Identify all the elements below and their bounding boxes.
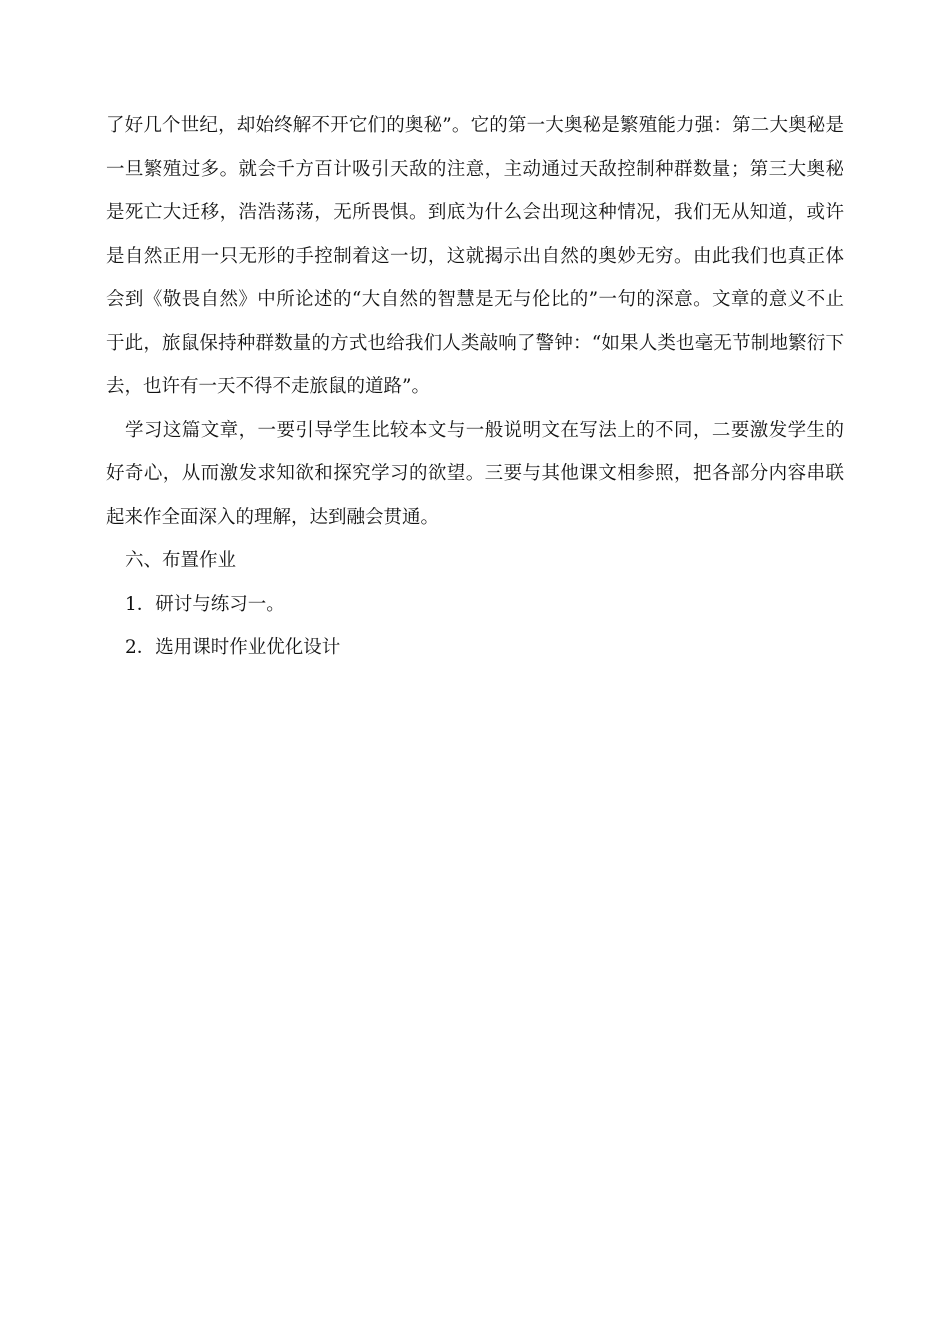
homework-item: 1．研讨与练习一。 [125,593,285,615]
homework-item: 2．选用课时作业优化设计 [125,637,341,658]
body-paragraph: 了好几个世纪，却始终解不开它们的奥秘”。它的第一大奥秘是繁殖能力强：第二大奥秘是一旦繁殖过多。就会千方百计吸引天敌的注意，主动通过天敌控制种群数量；第三大奥秘是死亡大迁移，浩浩荡荡，无所畏惧。到底为什么会出现这种情况，我们无从知道，或许是自然正用一只无形的手控制着这一切，这就揭示出自然的奥妙无穷。由此我们也真正体会到《敬畏自然》中所论述的“大自然的智慧是无与伦比的”一句的深意。文章的意义不止于此，旅鼠保持种群数量的方式也给我们人类敲响了警钟：“如果人类也毫无节制地繁衍下去，也许有一天不得不走旅鼠的道路”。 [106,115,844,397]
section-heading: 六、布置作业 [125,550,237,571]
document-page [106,104,844,670]
body-paragraph: 学习这篇文章，一要引导学生比较本文与一般说明文在写法上的不同，二要激发学生的好奇心，从而激发求知欲和探究学习的欲望。三要与其他课文相参照，把各部分内容串联起来作全面深入的理解，达到融会贯通。 [106,419,844,528]
